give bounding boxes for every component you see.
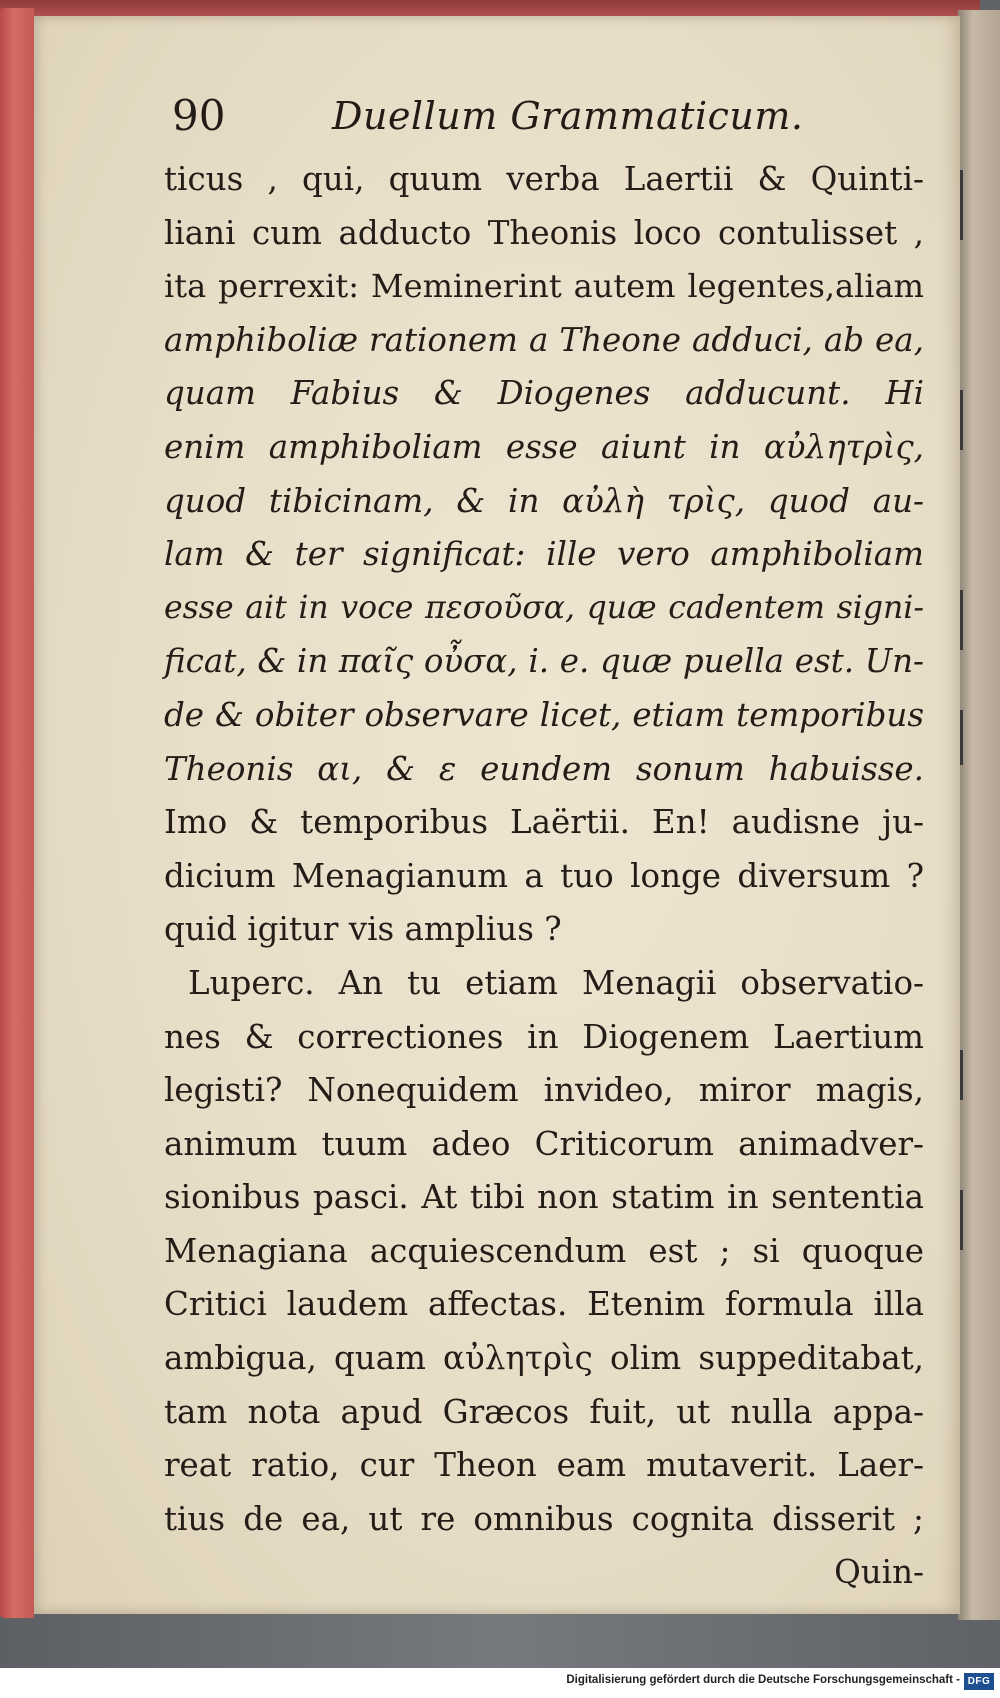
dfg-logo-icon: DFG	[964, 1673, 994, 1690]
running-title: Duellum Grammaticum.	[332, 94, 804, 138]
book-right-edge	[958, 10, 1000, 1620]
text-line: Critici laudem affectas. Etenim formula illa	[164, 1285, 924, 1324]
text-line: Luperc. An tu etiam Menagii observatio-	[188, 963, 924, 1002]
book-left-edge	[0, 8, 34, 1618]
text-line: Theonis αι, & ε eundem sonum habuisse.	[164, 749, 924, 788]
text-line: nes & correctiones in Diogenem Laertium	[164, 1017, 924, 1056]
text-line: de & obiter observare licet, etiam temporibus	[164, 695, 924, 734]
text-line: esse ait in voce πεσοῦσα, quæ cadentem signi-	[164, 589, 924, 626]
body-text	[164, 153, 924, 1600]
book-page	[34, 16, 960, 1614]
footer-bar	[0, 1668, 1000, 1698]
digitization-credit: Digitalisierung gefördert durch die Deutsche Forschungsgemeinschaft -	[566, 1674, 960, 1686]
text-line: enim amphiboliam esse aiunt in αὐλητρὶς,	[164, 427, 924, 466]
catchword: Quin-	[834, 1553, 924, 1592]
text-line: liani cum adducto Theonis loco contulisset ,	[164, 213, 924, 252]
text-line: ficat, & in παῖς οὖσα, i. e. quæ puella est. Un-	[164, 642, 924, 681]
text-line: quod tibicinam, & in αὐλὴ τρὶς, quod au-	[164, 481, 924, 520]
text-line: Menagiana acquiescendum est ; si quoque	[164, 1231, 924, 1270]
page-header	[172, 86, 872, 146]
text-line: reat ratio, cur Theon eam mutaverit. Laer-	[164, 1446, 924, 1485]
text-line: lam & ter significat: ille vero amphiboliam	[164, 535, 924, 574]
text-line: legisti? Nonequidem invideo, miror magis,	[164, 1071, 924, 1110]
text-line: ambigua, quam αὐλητρὶς olim suppeditabat,	[164, 1339, 924, 1378]
text-line: ticus , qui, quum verba Laertii & Quinti-	[164, 160, 924, 198]
text-line: Imo & temporibus Laërtii. En! audisne ju-	[164, 803, 924, 842]
text-line: quid igitur vis amplius ?	[164, 910, 562, 949]
page-number: 90	[172, 91, 226, 140]
text-line: tam nota apud Græcos fuit, ut nulla appa-	[164, 1392, 924, 1431]
text-line: sionibus pasci. At tibi non statim in sententia	[164, 1178, 924, 1217]
text-line: ita perrexit: Meminerint autem legentes,aliam	[164, 267, 924, 306]
text-line: quam Fabius & Diogenes adducunt. Hi	[164, 374, 924, 413]
text-line: animum tuum adeo Criticorum animadver-	[164, 1124, 924, 1163]
text-line: tius de ea, ut re omnibus cognita disserit ;	[164, 1499, 924, 1538]
text-line: dicium Menagianum a tuo longe diversum ?	[164, 856, 924, 895]
text-line: amphiboliæ rationem a Theone adduci, ab ea,	[164, 320, 924, 359]
